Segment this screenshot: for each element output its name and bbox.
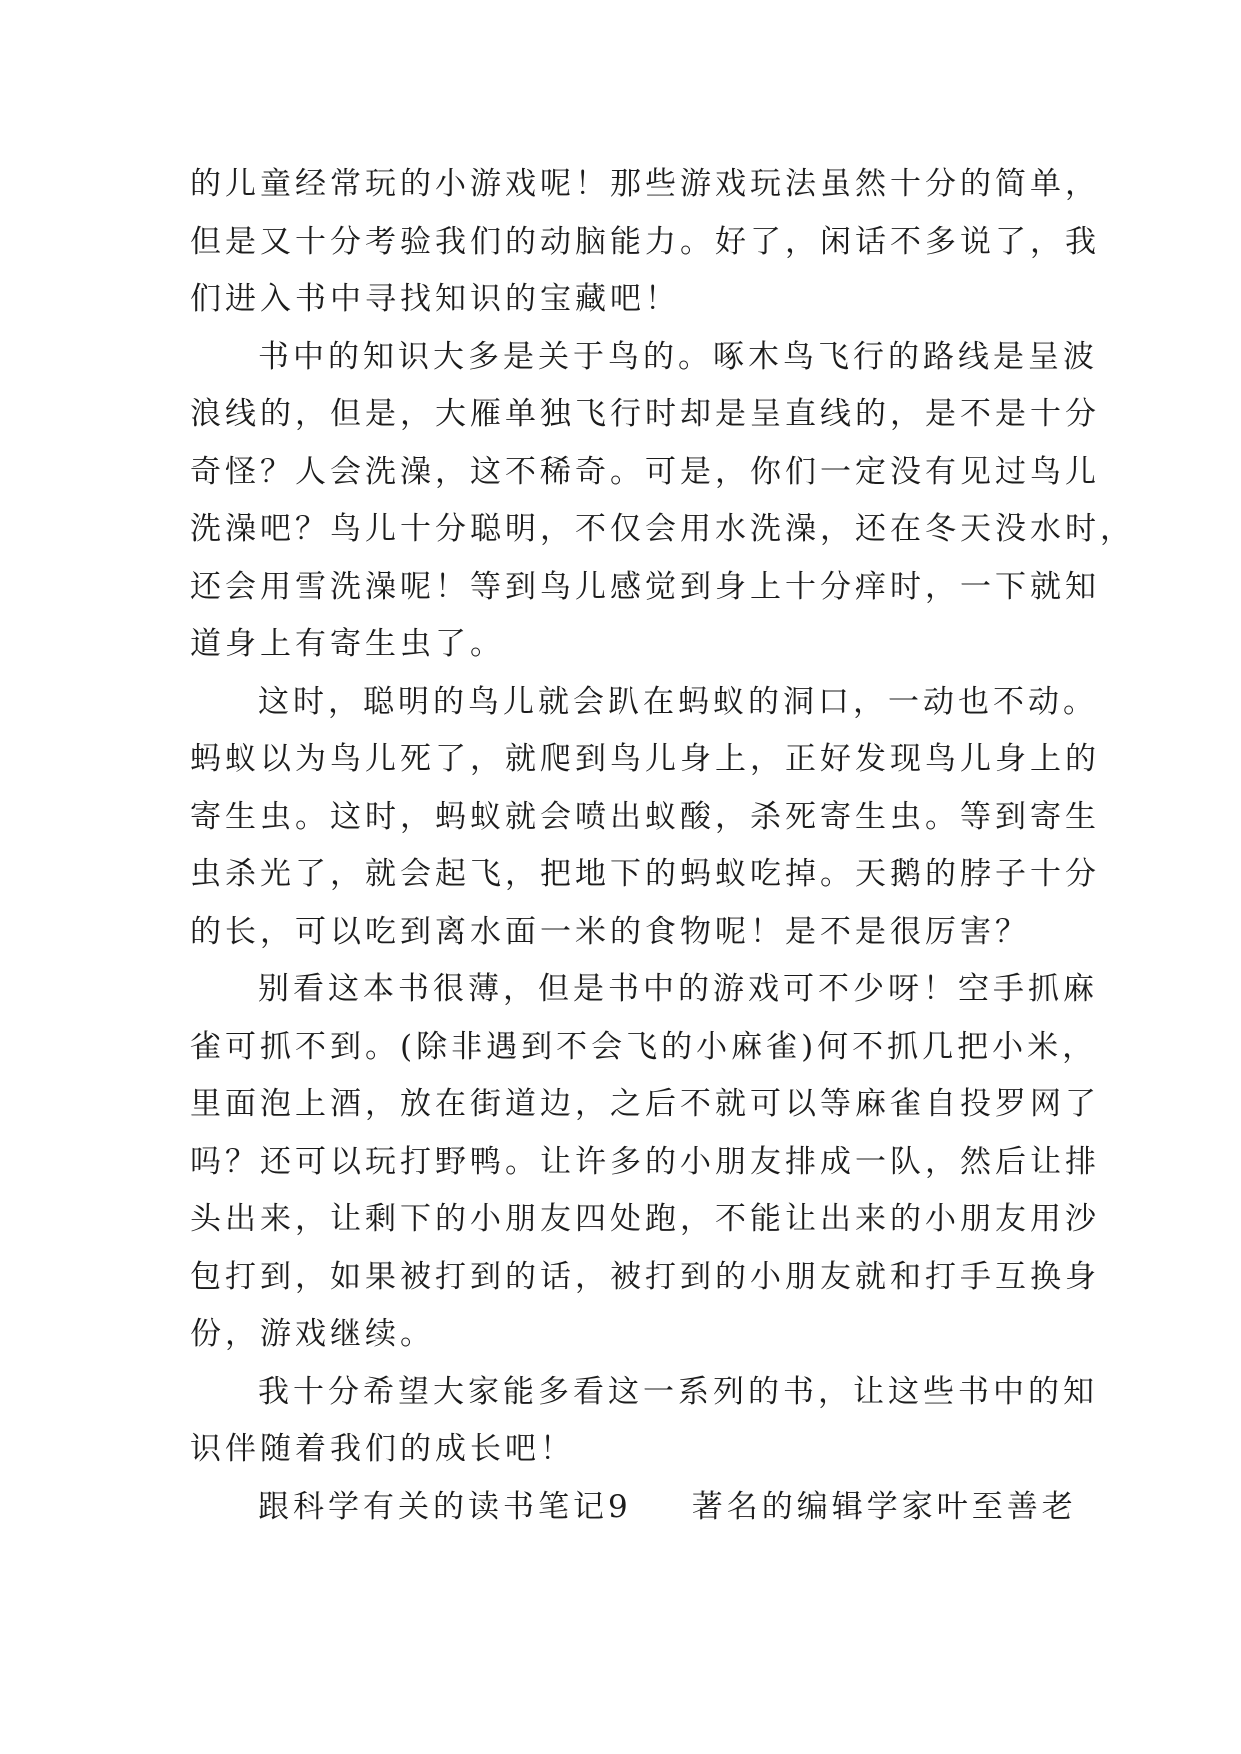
- paragraph-6: [190, 1479, 1077, 1537]
- paragraph-3: [190, 674, 1100, 962]
- text-line: 书中的知识大多是关于鸟的。啄木鸟飞行的路线是呈波: [258, 338, 1098, 375]
- document-body: [190, 156, 1135, 1536]
- text-line: 这时，聪明的鸟儿就会趴在蚂蚁的洞口，一动也不动。: [258, 683, 1098, 720]
- text-line: 的儿童经常玩的小游戏呢！那些游戏玩法虽然十分的简单，: [190, 166, 1100, 202]
- text-line: 我十分希望大家能多看这一系列的书，让这些书中的知: [258, 1373, 1098, 1410]
- section-title: 跟科学有关的读书笔记9: [258, 1488, 632, 1525]
- paragraph-5: [190, 1364, 1098, 1479]
- text-line: 包打到，如果被打到的话，被打到的小朋友就和打手互换身: [190, 1258, 1100, 1295]
- text-line: 寄生虫。这时，蚂蚁就会喷出蚁酸，杀死寄生虫。等到寄生: [190, 798, 1100, 835]
- continuation-text: 著名的编辑学家叶至善老: [691, 1488, 1077, 1525]
- text-line: 洗澡吧？鸟儿十分聪明，不仅会用水洗澡，还在冬天没水时，: [190, 511, 1135, 547]
- text-line: 的长，可以吃到离水面一米的食物呢！是不是很厉害？: [190, 913, 1030, 950]
- text-line: 雀可抓不到。(除非遇到不会飞的小麻雀)何不抓几把小米，: [190, 1028, 1098, 1065]
- text-line: 蚂蚁以为鸟儿死了，就爬到鸟儿身上，正好发现鸟儿身上的: [190, 741, 1100, 777]
- text-line: 们进入书中寻找知识的宝藏吧！: [190, 281, 680, 317]
- text-line: 份，游戏继续。: [190, 1316, 435, 1352]
- text-line: 里面泡上酒，放在街道边，之后不就可以等麻雀自投罗网了: [190, 1086, 1100, 1122]
- text-line: 别看这本书很薄，但是书中的游戏可不少呀！空手抓麻: [258, 971, 1098, 1007]
- paragraph-2: [190, 329, 1135, 674]
- text-line: 道身上有寄生虫了。: [190, 626, 505, 662]
- text-line: 虫杀光了，就会起飞，把地下的蚂蚁吃掉。天鹅的脖子十分: [190, 856, 1100, 892]
- text-line: 头出来，让剩下的小朋友四处跑，不能让出来的小朋友用沙: [190, 1201, 1100, 1237]
- text-line: 吗？还可以玩打野鸭。让许多的小朋友排成一队，然后让排: [190, 1143, 1100, 1180]
- text-line: 奇怪？人会洗澡，这不稀奇。可是，你们一定没有见过鸟儿: [190, 453, 1100, 490]
- text-line: [190, 1479, 1077, 1537]
- paragraph-1: [190, 156, 1100, 329]
- paragraph-4: [190, 961, 1100, 1364]
- text-line: 浪线的，但是，大雁单独飞行时却是呈直线的，是不是十分: [190, 396, 1100, 432]
- text-line: 识伴随着我们的成长吧！: [190, 1431, 575, 1467]
- text-line: 但是又十分考验我们的动脑能力。好了，闲话不多说了，我: [190, 223, 1100, 260]
- text-line: 还会用雪洗澡呢！等到鸟儿感觉到身上十分痒时，一下就知: [190, 568, 1100, 605]
